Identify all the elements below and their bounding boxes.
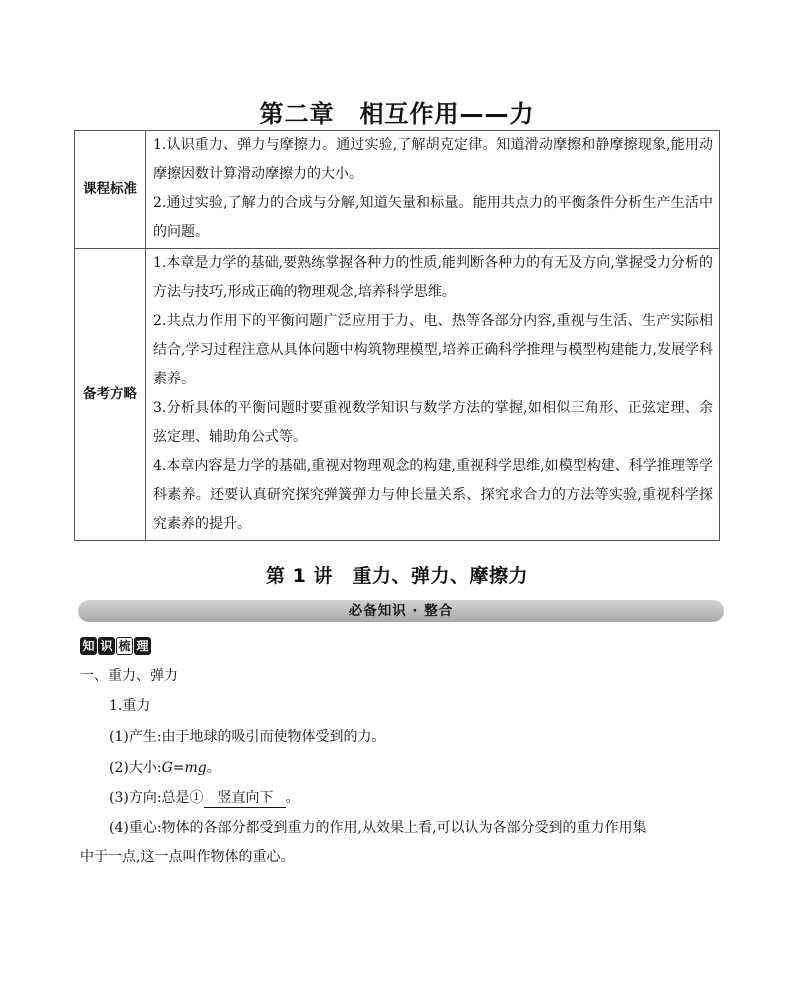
paragraph: 4.本章内容是力学的基础,重视对物理观念的构建,重视科学思维,如模型构建、科学推理等学科素养。还要认真研究探究弹簧弹力与伸长量关系、探究求合力的方法等实验,重视科学探究素养的提升。 — [153, 458, 713, 532]
paragraph: 2.共点力作用下的平衡问题广泛应用于力、电、热等各部分内容,重视与生活、生产实际相结合,学习过程注意从具体问题中构筑物理模型,培养正确科学推理与模型构建能力,发展学科素养。 — [153, 313, 713, 387]
paragraph: 1.认识重力、弹力与摩擦力。通过实验,了解胡克定律。知道滑动摩擦和静摩擦现象,能用动摩擦因数计算滑动摩擦力的大小。 — [153, 137, 713, 182]
section-heading: 一、重力、弹力 — [80, 668, 178, 684]
row-header: 备考方略 — [75, 249, 146, 541]
fill-blank-answer: 竖直向下 — [204, 789, 286, 808]
punctuation: 。 — [285, 790, 300, 806]
badge-char: 梳 — [116, 637, 133, 655]
paragraph: 1.本章是力学的基础,要熟练掌握各种力的性质,能判断各种力的有无及方向,掌握受力分析的方法与技巧,形成正确的物理观念,培养科学思维。 — [153, 255, 713, 300]
item-origin: (1)产生:由于地球的吸引而使物体受到的力。 — [109, 729, 386, 745]
item-direction — [109, 788, 300, 808]
formula: G=mg — [161, 760, 207, 776]
item-magnitude — [109, 758, 221, 778]
table-row — [75, 131, 720, 249]
item-label: (3)方向:总是① — [109, 790, 204, 806]
table-row — [75, 249, 720, 541]
sub-heading: 1.重力 — [109, 698, 151, 714]
badge-char: 理 — [134, 637, 151, 655]
paragraph: 2.通过实验,了解力的合成与分解,知道矢量和标量。能用共点力的平衡条件分析生产生活中的问题。 — [153, 195, 713, 240]
item-label: (2)大小: — [109, 760, 162, 776]
row-body — [146, 249, 720, 541]
lesson-title: 第 1 讲 重力、弹力、摩擦力 — [266, 565, 528, 587]
standards-table — [74, 130, 720, 541]
knowledge-badge — [80, 637, 152, 656]
item-center-of-gravity-cont: 中于一点,这一点叫作物体的重心。 — [80, 849, 295, 865]
row-header: 课程标准 — [75, 131, 146, 249]
punctuation: 。 — [206, 760, 221, 776]
item-center-of-gravity: (4)重心:物体的各部分都受到重力的作用,从效果上看,可以认为各部分受到的重力作用集 — [109, 820, 647, 836]
badge-char: 知 — [80, 637, 97, 655]
badge-char: 识 — [98, 637, 115, 655]
paragraph: 3.分析具体的平衡问题时要重视数学知识与数学方法的掌握,如相似三角形、正弦定理、余弦定理、辅助角公式等。 — [153, 400, 713, 445]
chapter-title: 第二章 相互作用——力 — [259, 100, 535, 128]
section-banner: 必备知识 · 整合 — [78, 600, 724, 622]
row-body — [146, 131, 720, 249]
